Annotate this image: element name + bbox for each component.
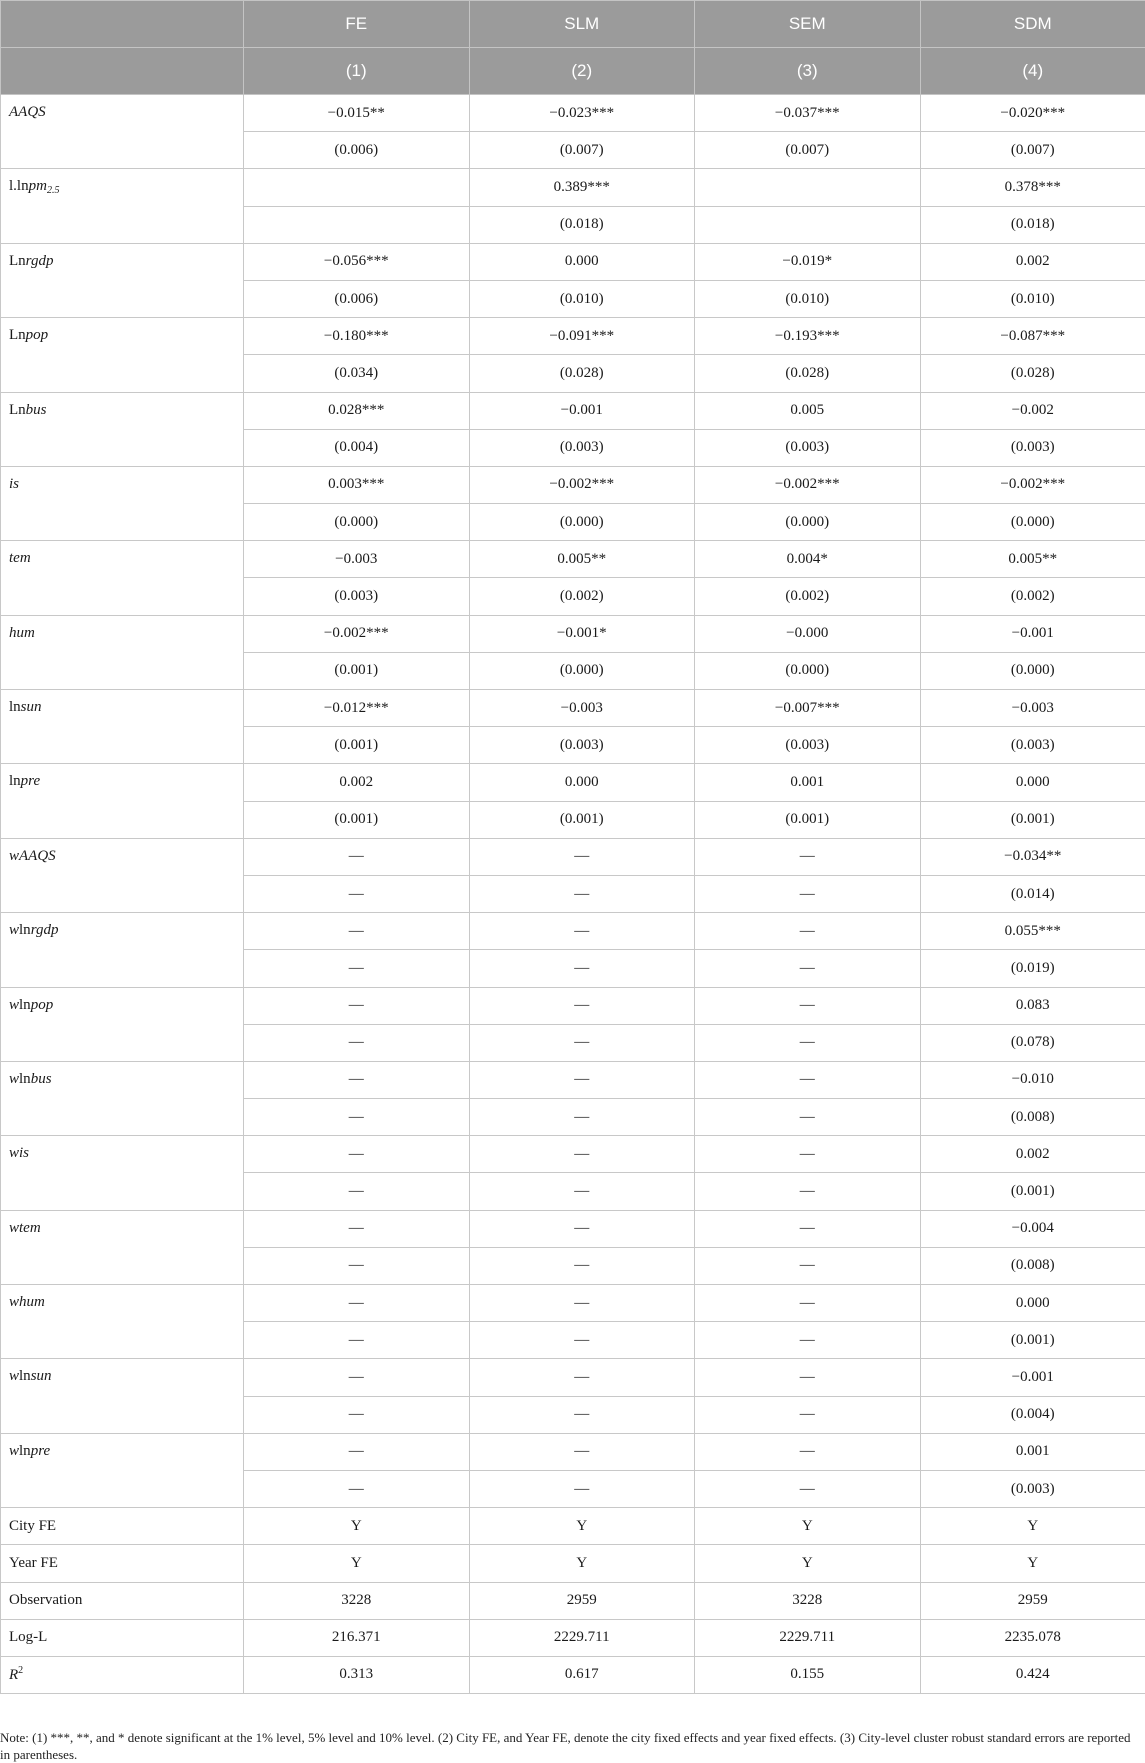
coef-cell: —: [695, 1285, 921, 1322]
summary-cell: Y: [695, 1545, 921, 1582]
summary-cell: 216.371: [244, 1619, 470, 1656]
coef-cell: −0.056***: [244, 243, 470, 280]
coef-cell: —: [244, 1210, 470, 1247]
se-cell: (0.018): [920, 206, 1145, 243]
coef-cell: −0.003: [920, 690, 1145, 727]
coef-cell: −0.007***: [695, 690, 921, 727]
se-cell: —: [469, 875, 695, 912]
se-cell: —: [469, 1024, 695, 1061]
variable-label: wAAQS: [1, 838, 244, 912]
table-row-coef: [1, 169, 1145, 206]
coef-cell: −0.010: [920, 1061, 1145, 1098]
coef-cell: 0.002: [244, 764, 470, 801]
coef-cell: —: [695, 1210, 921, 1247]
coef-cell: −0.000: [695, 615, 921, 652]
se-cell: (0.001): [244, 652, 470, 689]
summary-cell: 3228: [244, 1582, 470, 1619]
se-cell: (0.001): [695, 801, 921, 838]
table-row-coef: [1, 690, 1145, 727]
se-cell: —: [244, 1247, 470, 1284]
se-cell: (0.001): [920, 1173, 1145, 1210]
table-header: [1, 1, 1145, 95]
se-cell: —: [695, 1247, 921, 1284]
coef-cell: 0.083: [920, 987, 1145, 1024]
coef-cell: —: [695, 838, 921, 875]
coef-cell: —: [469, 1210, 695, 1247]
coef-cell: −0.015**: [244, 95, 470, 132]
table-row-coef: [1, 392, 1145, 429]
header-corner: [1, 1, 244, 48]
se-cell: (0.001): [244, 801, 470, 838]
se-cell: (0.000): [469, 652, 695, 689]
coef-cell: —: [695, 1433, 921, 1470]
coef-cell: −0.023***: [469, 95, 695, 132]
coef-cell: 0.055***: [920, 913, 1145, 950]
coef-cell: —: [695, 913, 921, 950]
se-cell: (0.000): [244, 504, 470, 541]
se-cell: (0.010): [695, 280, 921, 317]
header-slm-num: (2): [469, 48, 695, 95]
se-cell: (0.008): [920, 1099, 1145, 1136]
coef-cell: —: [244, 1359, 470, 1396]
se-cell: (0.004): [920, 1396, 1145, 1433]
summary-cell: 2229.711: [695, 1619, 921, 1656]
se-cell: —: [469, 1470, 695, 1507]
coef-cell: 0.002: [920, 1136, 1145, 1173]
header-fe-num: (1): [244, 48, 470, 95]
variable-label: lnsun: [1, 690, 244, 764]
summary-cell: 0.313: [244, 1656, 470, 1693]
se-cell: (0.007): [695, 132, 921, 169]
coef-cell: —: [469, 1359, 695, 1396]
se-cell: —: [469, 950, 695, 987]
se-cell: (0.002): [695, 578, 921, 615]
se-cell: —: [695, 1024, 921, 1061]
coef-cell: 0.028***: [244, 392, 470, 429]
table-row-coef: [1, 243, 1145, 280]
table-row-coef: [1, 1136, 1145, 1173]
coef-cell: —: [469, 1285, 695, 1322]
coef-cell: −0.087***: [920, 318, 1145, 355]
summary-cell: 3228: [695, 1582, 921, 1619]
coef-cell: −0.002***: [695, 466, 921, 503]
se-cell: —: [244, 1173, 470, 1210]
se-cell: —: [244, 1470, 470, 1507]
variable-label: whum: [1, 1285, 244, 1359]
se-cell: —: [695, 1099, 921, 1136]
coef-cell: −0.003: [469, 690, 695, 727]
coef-cell: −0.001: [920, 1359, 1145, 1396]
coef-cell: −0.002***: [920, 466, 1145, 503]
se-cell: (0.003): [920, 727, 1145, 764]
coef-cell: —: [695, 1359, 921, 1396]
se-cell: —: [695, 1470, 921, 1507]
table-row-summary: [1, 1582, 1145, 1619]
variable-label: wlnrgdp: [1, 913, 244, 987]
summary-cell: 0.617: [469, 1656, 695, 1693]
variable-label: l.lnpm$_{2.5}$: [1, 169, 244, 243]
coef-cell: −0.034**: [920, 838, 1145, 875]
se-cell: (0.008): [920, 1247, 1145, 1284]
se-cell: (0.028): [695, 355, 921, 392]
se-cell: (0.004): [244, 429, 470, 466]
summary-cell: 0.155: [695, 1656, 921, 1693]
coef-cell: −0.019*: [695, 243, 921, 280]
se-cell: —: [244, 950, 470, 987]
se-cell: (0.001): [469, 801, 695, 838]
variable-label: is: [1, 466, 244, 540]
coef-cell: [244, 169, 470, 206]
coef-cell: 0.000: [469, 764, 695, 801]
se-cell: (0.003): [695, 727, 921, 764]
coef-cell: —: [469, 1433, 695, 1470]
se-cell: —: [695, 1322, 921, 1359]
coef-cell: −0.003: [244, 541, 470, 578]
se-cell: (0.028): [469, 355, 695, 392]
header-row-model: [1, 1, 1145, 48]
variable-label: wtem: [1, 1210, 244, 1284]
variable-label: wlnsun: [1, 1359, 244, 1433]
coef-cell: −0.001: [920, 615, 1145, 652]
table-row-summary: [1, 1508, 1145, 1545]
variable-label: Lnrgdp: [1, 243, 244, 317]
table-row-coef: [1, 541, 1145, 578]
se-cell: (0.001): [920, 801, 1145, 838]
header-slm: SLM: [469, 1, 695, 48]
se-cell: (0.034): [244, 355, 470, 392]
coef-cell: 0.000: [920, 764, 1145, 801]
se-cell: —: [695, 950, 921, 987]
summary-label: Observation: [1, 1582, 244, 1619]
coef-cell: —: [469, 1136, 695, 1173]
table-row-summary: [1, 1656, 1145, 1693]
se-cell: —: [695, 1396, 921, 1433]
coef-cell: 0.004*: [695, 541, 921, 578]
se-cell: —: [469, 1322, 695, 1359]
se-cell: [244, 206, 470, 243]
variable-label: tem: [1, 541, 244, 615]
se-cell: (0.003): [469, 429, 695, 466]
se-cell: (0.001): [920, 1322, 1145, 1359]
coef-cell: −0.037***: [695, 95, 921, 132]
variable-label: wis: [1, 1136, 244, 1210]
summary-cell: Y: [244, 1545, 470, 1582]
variable-label: wlnpop: [1, 987, 244, 1061]
se-cell: (0.007): [920, 132, 1145, 169]
coef-cell: 0.005**: [920, 541, 1145, 578]
se-cell: —: [469, 1247, 695, 1284]
coef-cell: —: [469, 1061, 695, 1098]
se-cell: (0.010): [469, 280, 695, 317]
coef-cell: —: [469, 987, 695, 1024]
table-note: Note: (1) ***, **, and * denote significant at the 1% level, 5% level and 10% level. (2) City FE, and Year FE, denote the city fixed effects and year fixed effects. (3) City-level cluster robust standard errors are reported in parentheses.: [0, 1729, 1140, 1763]
coef-cell: —: [244, 913, 470, 950]
coef-cell: —: [244, 1433, 470, 1470]
table-row-coef: [1, 318, 1145, 355]
se-cell: —: [469, 1396, 695, 1433]
summary-cell: 2959: [469, 1582, 695, 1619]
summary-cell: Y: [469, 1545, 695, 1582]
coef-cell: 0.003***: [244, 466, 470, 503]
se-cell: (0.000): [920, 504, 1145, 541]
summary-cell: 2959: [920, 1582, 1145, 1619]
coef-cell: 0.000: [920, 1285, 1145, 1322]
variable-label: wlnpre: [1, 1433, 244, 1507]
coef-cell: [695, 169, 921, 206]
se-cell: (0.003): [469, 727, 695, 764]
se-cell: —: [244, 1024, 470, 1061]
se-cell: (0.003): [920, 429, 1145, 466]
table-row-coef: [1, 1433, 1145, 1470]
se-cell: (0.019): [920, 950, 1145, 987]
summary-cell: Y: [469, 1508, 695, 1545]
se-cell: [695, 206, 921, 243]
table-row-summary: [1, 1619, 1145, 1656]
summary-cell: 2235.078: [920, 1619, 1145, 1656]
header-sdm: SDM: [920, 1, 1145, 48]
coef-cell: 0.001: [695, 764, 921, 801]
coef-cell: −0.012***: [244, 690, 470, 727]
coef-cell: 0.378***: [920, 169, 1145, 206]
coef-cell: —: [244, 1061, 470, 1098]
coef-cell: −0.193***: [695, 318, 921, 355]
table-row-coef: [1, 838, 1145, 875]
coef-cell: —: [244, 1285, 470, 1322]
table-row-coef: [1, 1285, 1145, 1322]
summary-cell: Y: [695, 1508, 921, 1545]
se-cell: (0.002): [469, 578, 695, 615]
table-body: [1, 95, 1145, 1694]
summary-cell: Y: [920, 1508, 1145, 1545]
header-fe: FE: [244, 1, 470, 48]
se-cell: (0.000): [469, 504, 695, 541]
se-cell: (0.001): [244, 727, 470, 764]
se-cell: —: [244, 1396, 470, 1433]
table-row-coef: [1, 466, 1145, 503]
variable-label: AAQS: [1, 95, 244, 169]
variable-label: Lnpop: [1, 318, 244, 392]
se-cell: (0.014): [920, 875, 1145, 912]
summary-label: Year FE: [1, 1545, 244, 1582]
coef-cell: —: [469, 913, 695, 950]
coef-cell: 0.001: [920, 1433, 1145, 1470]
summary-cell: 0.424: [920, 1656, 1145, 1693]
table-row-summary: [1, 1545, 1145, 1582]
variable-label: wlnbus: [1, 1061, 244, 1135]
se-cell: —: [695, 875, 921, 912]
se-cell: —: [244, 1099, 470, 1136]
summary-label: $R^2$: [1, 1656, 244, 1693]
coef-cell: −0.002***: [469, 466, 695, 503]
coef-cell: −0.001*: [469, 615, 695, 652]
variable-label: hum: [1, 615, 244, 689]
se-cell: (0.010): [920, 280, 1145, 317]
se-cell: (0.003): [695, 429, 921, 466]
coef-cell: —: [695, 1136, 921, 1173]
coef-cell: 0.000: [469, 243, 695, 280]
se-cell: (0.018): [469, 206, 695, 243]
se-cell: (0.003): [244, 578, 470, 615]
header-sdm-num: (4): [920, 48, 1145, 95]
coef-cell: −0.020***: [920, 95, 1145, 132]
header-sem: SEM: [695, 1, 921, 48]
coef-cell: −0.180***: [244, 318, 470, 355]
se-cell: (0.000): [695, 652, 921, 689]
summary-cell: Y: [244, 1508, 470, 1545]
se-cell: (0.007): [469, 132, 695, 169]
coef-cell: 0.005**: [469, 541, 695, 578]
table-row-coef: [1, 1210, 1145, 1247]
se-cell: (0.000): [920, 652, 1145, 689]
coef-cell: 0.005: [695, 392, 921, 429]
table-row-coef: [1, 1061, 1145, 1098]
se-cell: (0.002): [920, 578, 1145, 615]
header-row-number: [1, 48, 1145, 95]
variable-label: lnpre: [1, 764, 244, 838]
coef-cell: 0.389***: [469, 169, 695, 206]
se-cell: (0.078): [920, 1024, 1145, 1061]
coef-cell: —: [469, 838, 695, 875]
coef-cell: —: [244, 838, 470, 875]
table-row-coef: [1, 615, 1145, 652]
header-corner-sub: [1, 48, 244, 95]
se-cell: —: [469, 1173, 695, 1210]
se-cell: —: [469, 1099, 695, 1136]
se-cell: (0.028): [920, 355, 1145, 392]
coef-cell: −0.002***: [244, 615, 470, 652]
coef-cell: —: [244, 1136, 470, 1173]
header-sem-num: (3): [695, 48, 921, 95]
coef-cell: —: [695, 1061, 921, 1098]
se-cell: (0.000): [695, 504, 921, 541]
se-cell: —: [244, 1322, 470, 1359]
se-cell: —: [695, 1173, 921, 1210]
variable-label: Lnbus: [1, 392, 244, 466]
coef-cell: −0.091***: [469, 318, 695, 355]
coef-cell: −0.004: [920, 1210, 1145, 1247]
table-row-coef: [1, 764, 1145, 801]
coef-cell: −0.002: [920, 392, 1145, 429]
table-row-coef: [1, 987, 1145, 1024]
se-cell: (0.003): [920, 1470, 1145, 1507]
summary-label: Log-L: [1, 1619, 244, 1656]
coef-cell: 0.002: [920, 243, 1145, 280]
coef-cell: —: [244, 987, 470, 1024]
summary-label: City FE: [1, 1508, 244, 1545]
summary-cell: Y: [920, 1545, 1145, 1582]
se-cell: (0.006): [244, 280, 470, 317]
summary-cell: 2229.711: [469, 1619, 695, 1656]
se-cell: (0.006): [244, 132, 470, 169]
coef-cell: −0.001: [469, 392, 695, 429]
table-row-coef: [1, 95, 1145, 132]
table-row-coef: [1, 1359, 1145, 1396]
se-cell: —: [244, 875, 470, 912]
coef-cell: —: [695, 987, 921, 1024]
table-row-coef: [1, 913, 1145, 950]
